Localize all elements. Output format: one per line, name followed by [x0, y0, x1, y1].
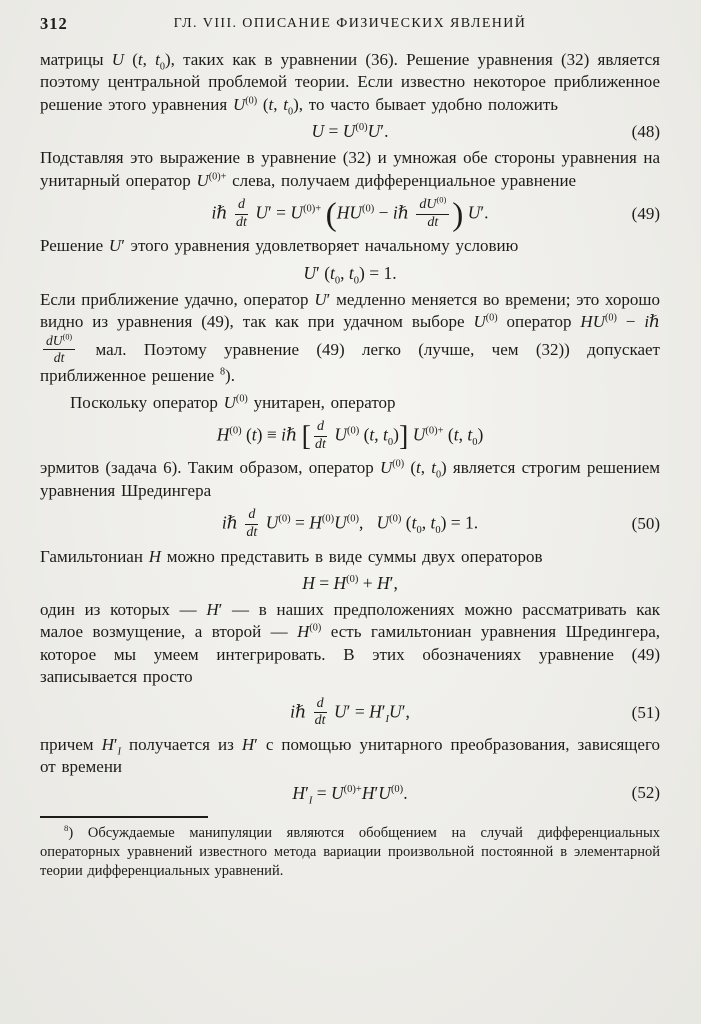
- footnote-text: $^8$) Обсуждаемые манипуляции являются обобщением на случай дифференциальных операторных уравнений известного метода вариации произвольной постоянной в элементарной теории дифференциальных уравнений.: [40, 822, 660, 880]
- equation-50: [40, 508, 660, 540]
- running-head: [40, 14, 660, 36]
- equation-51: [40, 697, 660, 729]
- equation-h0-definition: [40, 420, 660, 452]
- paragraph-substitute: Подставляя это выражение в уравнение (32) и умножая обе стороны уравнения на унитарный оператор $U^{(0)+}$ слева, получаем дифференциальное уравнение: [40, 148, 660, 190]
- equation-48: [40, 121, 660, 142]
- paragraph-transformation: причем $H'_I$ получается из H′ с помощью унитарного преобразования, зависящего от времени: [40, 734, 660, 777]
- equation-52-body: $H'_I = U^{(0)+}H'U^{(0)}$.: [292, 782, 408, 807]
- paragraph-approximation: Если приближение удачно, оператор U′ медленно меняется во времени; это хорошо видно из уравнения (49), так как при удачном выборе $U^{(0)}$ оператор $HU^{(0)}$ − iℏ $\frac{dU^{(0)}}{dt}$ мал. Поэтому уравнение (49) легко (лучше, чем (32)) допускает приближенное решение $^8$).: [40, 289, 660, 386]
- equation-49: [40, 195, 660, 234]
- chapter-heading: ГЛ. VIII. ОПИСАНИЕ ФИЗИЧЕСКИХ ЯВЛЕНИЙ: [173, 16, 527, 31]
- equation-initial-condition: [40, 262, 660, 287]
- equation-49-number: (49): [631, 204, 660, 224]
- equation-h0-definition-body: $H^{(0)}$ (t) ≡ iℏ [ $\frac{d}{dt}$ $U^{(0)}$ (t, $t_0$)] $U^{(0)+}$ (t, $t_0$): [216, 418, 484, 452]
- equation-49-body: iℏ $\frac{d}{dt}$ $U' = U^{(0)+}$ ($HU^{(0)}$ − iℏ $\frac{dU^{(0)}}{dt}$ ) U′.: [211, 195, 489, 234]
- paragraph-perturbation: один из которых — H′ — в наших предположениях можно рассматривать как малое возмущение, а второй — $H^{(0)}$ есть гамильтониан уравнения Шредингера, которое мы умеем интегрировать. В этих обозначениях уравнение (49) записывается просто: [40, 599, 660, 687]
- paragraph-hermitian: эрмитов (задача 6). Таким образом, оператор $U^{(0)}$ (t, $t_0$) является строгим решением уравнения Шредингера: [40, 458, 661, 500]
- equation-51-number: (51): [631, 702, 660, 722]
- equation-hamiltonian-sum: [40, 573, 660, 594]
- equation-50-body: iℏ $\frac{d}{dt}$ $U^{(0)} = H^{(0)}U^{(0)}$, $U^{(0)}$ ($t_0$, $t_0) = 1$.: [221, 507, 479, 540]
- equation-initial-condition-body: U′ ($t_0$, $t_0) = 1$.: [303, 262, 397, 287]
- equation-hamiltonian-sum-body: $H = H^{(0)} + H'$,: [302, 572, 398, 593]
- equation-48-body: $U = U^{(0)}U'$.: [311, 121, 389, 142]
- paragraph-unitary: Поскольку оператор $U^{(0)}$ унитарен, оператор: [70, 392, 396, 412]
- page-number: 312: [40, 14, 68, 33]
- paragraph-hamiltonian-sum: Гамильтониан H можно представить в виде суммы двух операторов: [40, 546, 543, 566]
- equation-51-body: iℏ $\frac{d}{dt}$ $U' = H'_IU'$,: [290, 695, 410, 729]
- equation-50-number: (50): [631, 514, 660, 534]
- equation-52-number: (52): [631, 783, 660, 803]
- paragraph-intro: матрицы U (t, $t_0$), таких как в уравнении (36). Решение уравнения (32) является поэтому центральной проблемой теории. Если известно некоторое приближенное решение этого уравнения $U^{(0)}$ (t, $t_0$), то часто бывает удобно положить: [40, 50, 660, 118]
- footnote-divider: [40, 816, 208, 818]
- equation-48-number: (48): [631, 121, 660, 141]
- paragraph-solution-condition: Решение U′ этого уравнения удовлетворяет начальному условию: [40, 236, 519, 256]
- equation-52: [40, 782, 660, 807]
